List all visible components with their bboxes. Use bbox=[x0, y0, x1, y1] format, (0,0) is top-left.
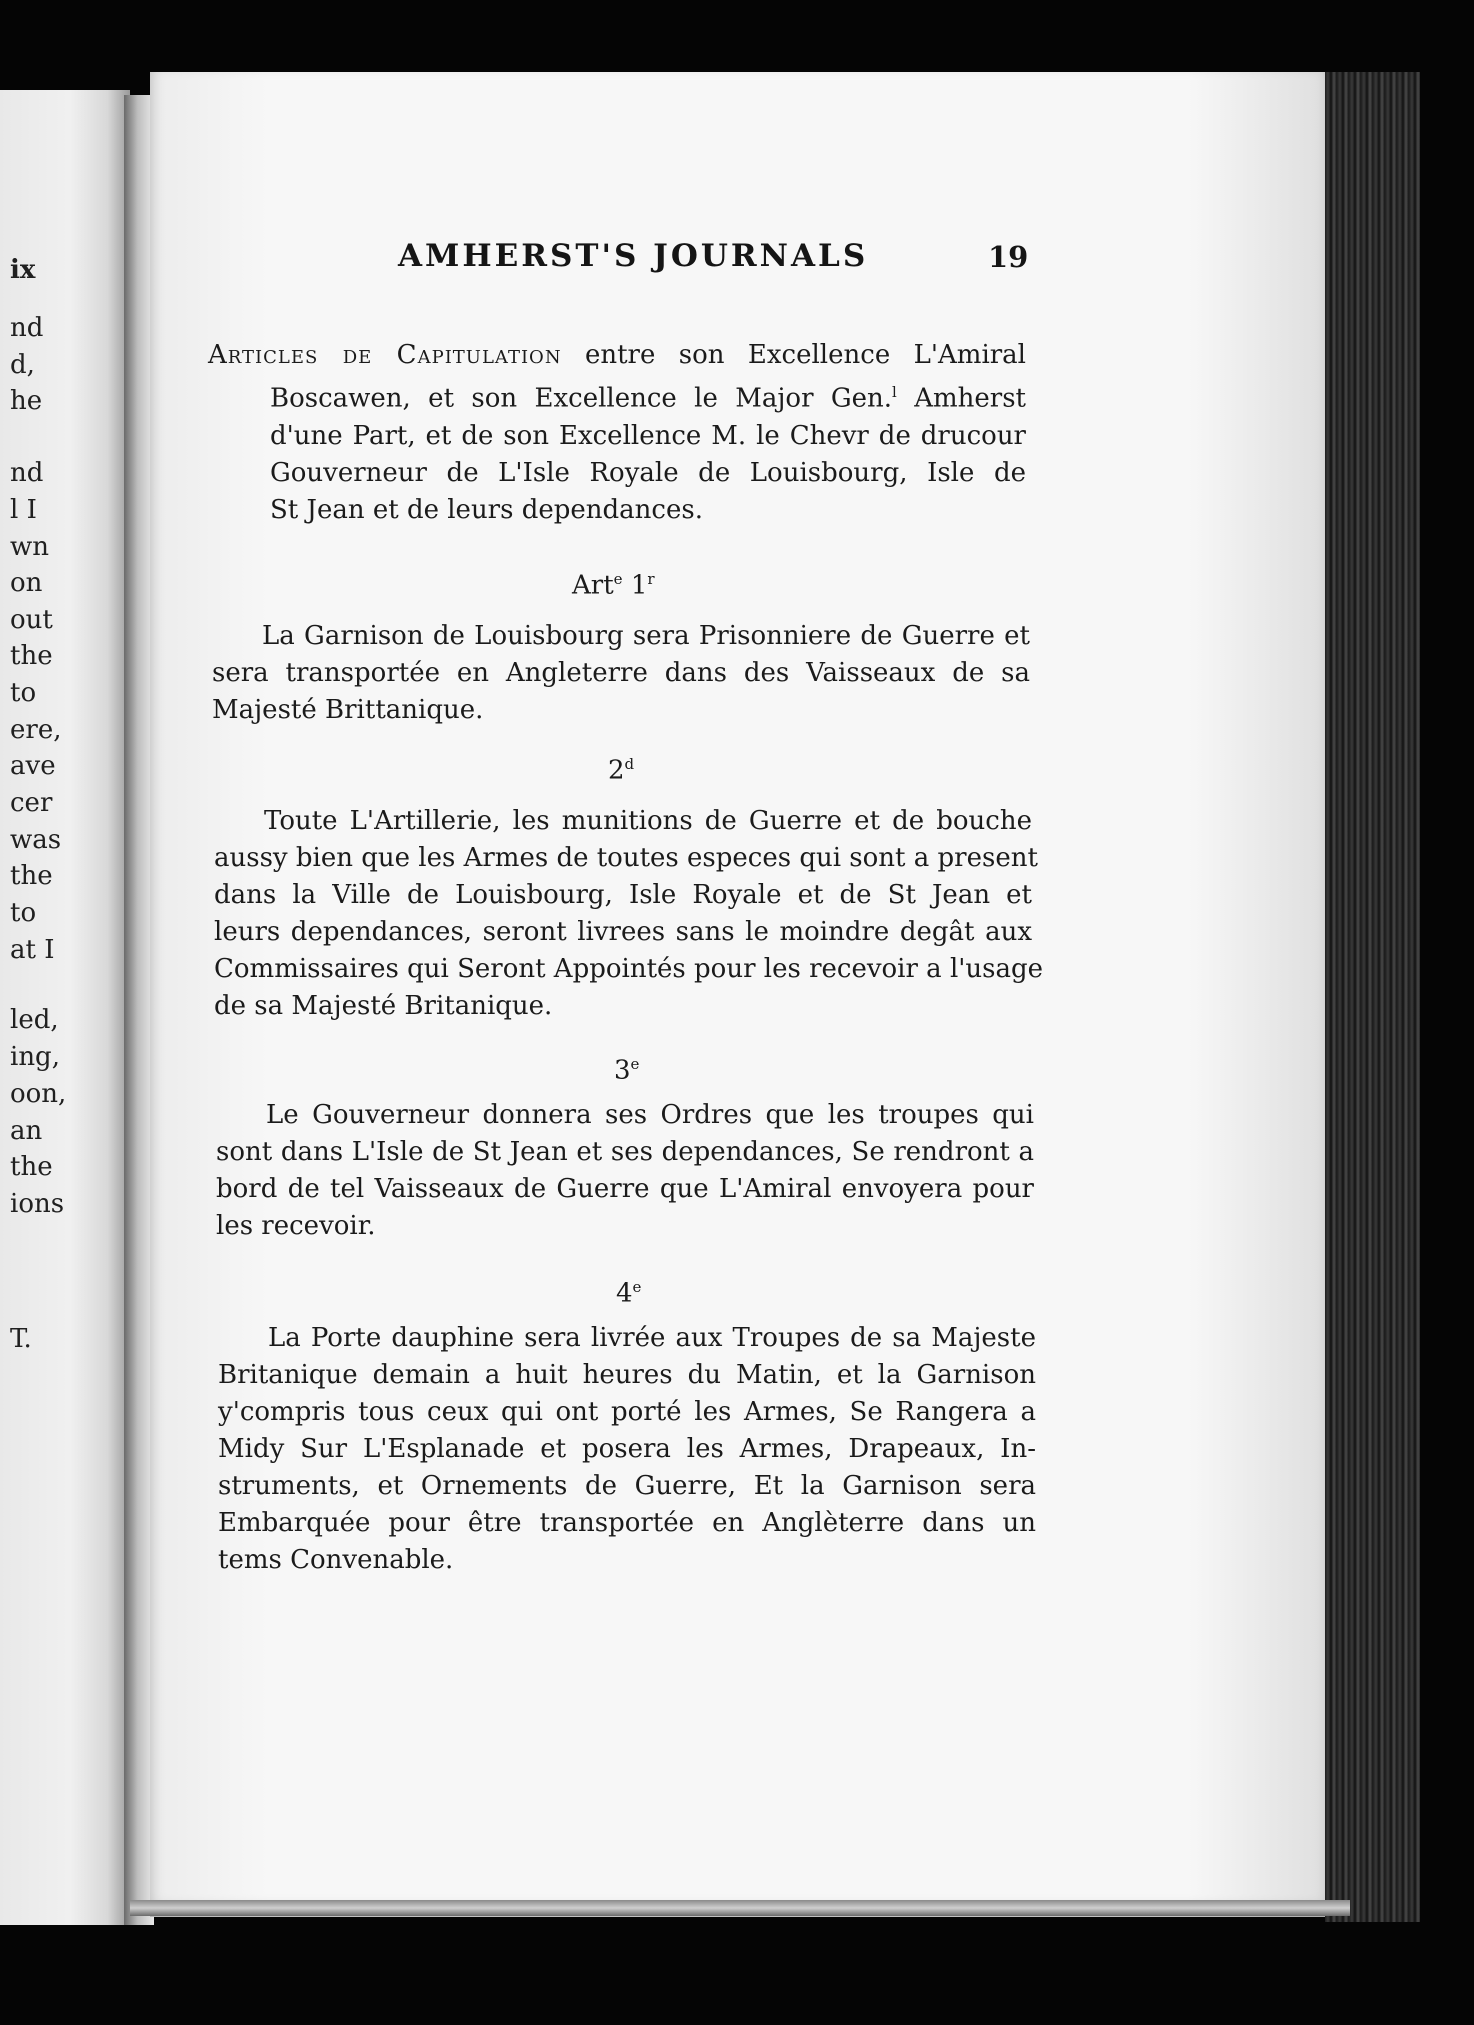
facing-page-fragment: nd bbox=[10, 458, 44, 488]
facing-page-fragment: T. bbox=[10, 1324, 32, 1354]
page-number: 19 bbox=[988, 240, 1029, 274]
article-line: leurs dependances, seront livrees sans le moindre degât aux bbox=[214, 917, 1032, 947]
facing-page-fragment: out bbox=[10, 605, 53, 635]
capitulation-intro bbox=[208, 337, 1026, 529]
facing-page-fragment: wn bbox=[10, 532, 49, 562]
article-line: Toute L'Artillerie, les munitions de Guerre et de bouche bbox=[264, 806, 1032, 836]
facing-page-fragment: an bbox=[10, 1116, 43, 1146]
article-4-text bbox=[218, 1320, 1036, 1579]
article-1-heading bbox=[572, 570, 655, 601]
article-heading-text: 3 bbox=[614, 1055, 631, 1086]
intro-line-text: Boscawen, et son Excellence le Major Gen. bbox=[270, 383, 893, 414]
facing-page-fragment: ave bbox=[10, 751, 56, 781]
article-heading-number-sup: r bbox=[647, 570, 655, 588]
facing-page-fragment: ions bbox=[10, 1189, 65, 1219]
article-2-text bbox=[214, 803, 1044, 1025]
facing-page-fragment: d, bbox=[10, 350, 35, 380]
intro-line-2 bbox=[270, 374, 1026, 418]
facing-page bbox=[0, 90, 130, 1925]
facing-page-fragment: led, bbox=[10, 1005, 59, 1035]
article-line: dans la Ville de Louisbourg, Isle Royale et de St Jean et bbox=[214, 880, 1032, 910]
page-stack-edge bbox=[1325, 72, 1420, 1922]
facing-page-fragment: nd bbox=[10, 313, 44, 343]
article-line: Britanique demain a huit heures du Matin, et la Garnison bbox=[218, 1360, 1036, 1390]
facing-page-fragment: oon, bbox=[10, 1079, 67, 1109]
article-heading-text: 4 bbox=[616, 1278, 633, 1309]
intro-line-1 bbox=[208, 337, 1026, 374]
article-heading-sup: e bbox=[613, 570, 623, 588]
article-line: Majesté Brittanique. bbox=[212, 695, 484, 725]
gen-mark: l bbox=[892, 383, 897, 401]
article-line: y'compris tous ceux qui ont porté les Armes, Se Rangera a bbox=[218, 1397, 1036, 1427]
intro-line-tail: Amherst bbox=[896, 383, 1027, 414]
article-line: Le Gouverneur donnera ses Ordres que les troupes qui bbox=[266, 1100, 1034, 1130]
article-line: aussy bien que les Armes de toutes especes qui sont a present bbox=[214, 843, 1038, 873]
intro-line-4: Gouverneur de L'Isle Royale de Louisbourg, Isle de bbox=[270, 457, 1026, 488]
facing-page-fragment: to bbox=[10, 678, 37, 708]
intro-line-3: d'une Part, et de son Excellence M. le Chevr de drucour bbox=[270, 420, 1026, 451]
facing-page-fragment: the bbox=[10, 641, 53, 671]
intro-line-5: St Jean et de leurs dependances. bbox=[270, 494, 703, 525]
article-line: struments, et Ornements de Guerre, Et la Garnison sera bbox=[218, 1471, 1036, 1501]
article-line: de sa Majesté Britanique. bbox=[214, 991, 553, 1021]
facing-page-fragment: the bbox=[10, 861, 53, 891]
facing-page-fragment: ing, bbox=[10, 1042, 60, 1072]
facing-page-fragment: was bbox=[10, 825, 62, 855]
running-head: AMHERST'S JOURNALS bbox=[398, 238, 869, 274]
article-line: sera transportée en Angleterre dans des Vaisseaux de sa bbox=[212, 658, 1030, 688]
facing-page-fragment: he bbox=[10, 386, 43, 416]
article-4-heading bbox=[616, 1278, 641, 1309]
intro-line-text: entre son Excellence L'Amiral bbox=[561, 340, 1027, 370]
facing-page-fragment: l I bbox=[10, 495, 37, 525]
article-heading-text: Art bbox=[572, 570, 614, 601]
article-line: bord de tel Vaisseaux de Guerre que L'Amiral envoyera pour bbox=[216, 1174, 1034, 1204]
article-heading-sup: e bbox=[632, 1278, 642, 1296]
article-heading-sup: e bbox=[630, 1055, 640, 1073]
facing-page-fragment: ere, bbox=[10, 715, 62, 745]
article-line: Commissaires qui Seront Appointés pour les recevoir a l'usage bbox=[214, 954, 1044, 984]
article-line: sont dans L'Isle de St Jean et ses dependances, Se rendront a bbox=[216, 1137, 1034, 1167]
article-3-text bbox=[216, 1097, 1034, 1245]
article-line: tems Convenable. bbox=[218, 1545, 454, 1575]
intro-smallcaps-title: Articles de Capitulation bbox=[208, 340, 562, 370]
article-line: les recevoir. bbox=[216, 1211, 376, 1241]
article-heading-sup: d bbox=[624, 755, 635, 773]
facing-page-fragment: to bbox=[10, 898, 37, 928]
article-3-heading bbox=[614, 1055, 639, 1086]
article-line: La Garnison de Louisbourg sera Prisonniere de Guerre et bbox=[262, 621, 1030, 651]
article-line: Embarquée pour être transportée en Anglèterre dans un bbox=[218, 1508, 1036, 1538]
facing-page-fragment: ix bbox=[10, 255, 36, 285]
article-1-text bbox=[212, 618, 1030, 729]
article-line: La Porte dauphine sera livrée aux Troupes de sa Majeste bbox=[268, 1323, 1036, 1353]
facing-page-fragment: cer bbox=[10, 788, 53, 818]
article-heading-text: 2 bbox=[608, 755, 625, 786]
article-2-heading bbox=[608, 755, 634, 786]
article-heading-number: 1 bbox=[630, 570, 648, 601]
page-bottom-edge bbox=[130, 1900, 1350, 1916]
article-line: Midy Sur L'Esplanade et posera les Armes, Drapeaux, In- bbox=[218, 1434, 1036, 1464]
facing-page-fragment: at I bbox=[10, 935, 55, 965]
facing-page-fragment: on bbox=[10, 568, 43, 598]
facing-page-fragment: the bbox=[10, 1152, 53, 1182]
